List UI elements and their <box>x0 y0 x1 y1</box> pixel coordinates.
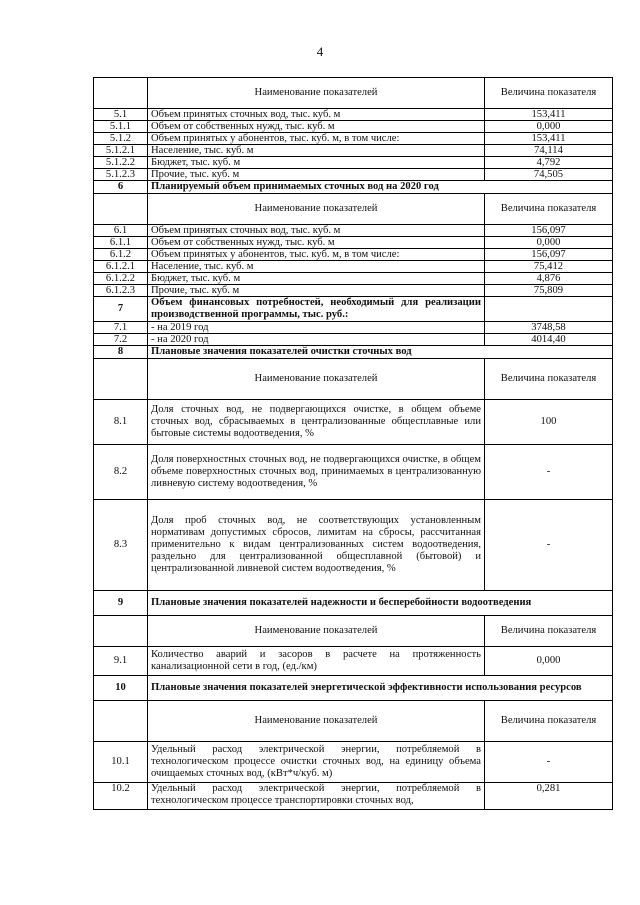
row-num: 5.1.1 <box>94 121 148 133</box>
row-name: Объем принятых сточных вод, тыс. куб. м <box>148 109 485 121</box>
row-name: Объем принятых сточных вод, тыс. куб. м <box>148 225 485 237</box>
header-name-cell: Наименование показателей <box>148 359 485 400</box>
table-row <box>94 261 613 273</box>
table-row <box>94 400 613 445</box>
row-num: 8.2 <box>94 445 148 500</box>
table-row <box>94 334 613 346</box>
row-value: 153,411 <box>485 109 613 121</box>
section-title: Планируемый объем принимаемых сточных вод на 2020 год <box>148 181 613 194</box>
row-name: Объем от собственных нужд, тыс. куб. м <box>148 237 485 249</box>
page-number: 4 <box>316 44 324 59</box>
table-row <box>94 169 613 181</box>
table-row <box>94 273 613 285</box>
row-num: 7.1 <box>94 322 148 334</box>
row-num: 6.1.1 <box>94 237 148 249</box>
header-value-cell: Величина показателя <box>485 194 613 225</box>
indicators-table <box>93 77 613 810</box>
section-num: 10 <box>94 676 148 701</box>
table-row <box>94 109 613 121</box>
row-num: 5.1.2.3 <box>94 169 148 181</box>
row-value: 0,000 <box>485 647 613 676</box>
header-name-cell: Наименование показателей <box>148 78 485 109</box>
row-num: 8.3 <box>94 500 148 591</box>
row-num: 10.1 <box>94 742 148 783</box>
row-value: 0,281 <box>485 783 613 810</box>
section-title: Плановые значения показателей надежности и бесперебойности водоотведения <box>148 591 613 616</box>
table-header-row <box>94 616 613 647</box>
table-row <box>94 742 613 783</box>
row-name: Бюджет, тыс. куб. м <box>148 273 485 285</box>
row-num: 6.1 <box>94 225 148 237</box>
row-value: 4014,40 <box>485 334 613 346</box>
row-value: 156,097 <box>485 249 613 261</box>
row-name: Население, тыс. куб. м <box>148 145 485 157</box>
section-row <box>94 676 613 701</box>
row-num: 6.1.2.2 <box>94 273 148 285</box>
row-num: 5.1.2 <box>94 133 148 145</box>
row-name: Бюджет, тыс. куб. м <box>148 157 485 169</box>
table-row <box>94 157 613 169</box>
row-value: 74,114 <box>485 145 613 157</box>
row-name: - на 2019 год <box>148 322 485 334</box>
table-row <box>94 237 613 249</box>
table-row <box>94 133 613 145</box>
table-row <box>94 145 613 157</box>
header-value-cell: Величина показателя <box>485 78 613 109</box>
row-num: 10.2 <box>94 783 148 810</box>
header-num-cell <box>94 359 148 400</box>
section-title: Плановые значения показателей очистки сточных вод <box>148 346 613 359</box>
row-name: Прочие, тыс. куб. м <box>148 285 485 297</box>
row-value: 100 <box>485 400 613 445</box>
section-num: 6 <box>94 181 148 194</box>
row-value: 0,000 <box>485 121 613 133</box>
row-value: 4,876 <box>485 273 613 285</box>
row-name: Доля сточных вод, не подвергающихся очистке, в общем объеме сточных вод, сбрасываемых в централизованные общесплавные или бытовые системы водоотведения, % <box>148 400 485 445</box>
row-value: 4,792 <box>485 157 613 169</box>
row-num: 6.1.2.3 <box>94 285 148 297</box>
header-name-cell: Наименование показателей <box>148 194 485 225</box>
table-row <box>94 322 613 334</box>
section-title: Плановые значения показателей энергетической эффективности использования ресурсов <box>148 676 613 701</box>
header-num-cell <box>94 194 148 225</box>
section-row <box>94 181 613 194</box>
row-name: Объем принятых у абонентов, тыс. куб. м, в том числе: <box>148 133 485 145</box>
header-num-cell <box>94 78 148 109</box>
row-value: - <box>485 500 613 591</box>
row-name: Объем от собственных нужд, тыс. куб. м <box>148 121 485 133</box>
row-value: - <box>485 742 613 783</box>
section-num: 7 <box>94 297 148 322</box>
table-header-row <box>94 701 613 742</box>
table-row <box>94 500 613 591</box>
section-value-cell <box>485 297 613 322</box>
row-value: 74,505 <box>485 169 613 181</box>
section-num: 9 <box>94 591 148 616</box>
section-num: 8 <box>94 346 148 359</box>
table-row <box>94 783 613 810</box>
row-value: 0,000 <box>485 237 613 249</box>
row-num: 5.1.2.2 <box>94 157 148 169</box>
row-name: Население, тыс. куб. м <box>148 261 485 273</box>
row-name: Доля поверхностных сточных вод, не подвергающихся очистке, в общем объеме поверхностных сточных вод, принимаемых в централизованную ливневую систему водоотведения, % <box>148 445 485 500</box>
table-row <box>94 647 613 676</box>
row-name: Объем принятых у абонентов, тыс. куб. м, в том числе: <box>148 249 485 261</box>
table-row <box>94 249 613 261</box>
table-row <box>94 121 613 133</box>
row-value: 75,809 <box>485 285 613 297</box>
row-num: 6.1.2.1 <box>94 261 148 273</box>
row-value: 3748,58 <box>485 322 613 334</box>
section-row <box>94 297 613 322</box>
header-value-cell: Величина показателя <box>485 616 613 647</box>
row-num: 5.1.2.1 <box>94 145 148 157</box>
row-value: 153,411 <box>485 133 613 145</box>
table-header-row <box>94 78 613 109</box>
row-name: Доля проб сточных вод, не соответствующих установленным нормативам допустимых сбросов, лимитам на сбросы, рассчитанная применительно к видам централизованных систем водоотведения, раздельно для централизованной общесплавной (бытовой) и централизованной ливневой систем водоотведения, % <box>148 500 485 591</box>
row-value: 75,412 <box>485 261 613 273</box>
table-row <box>94 285 613 297</box>
section-row <box>94 346 613 359</box>
row-name: - на 2020 год <box>148 334 485 346</box>
section-title: Объем финансовых потребностей, необходимый для реализации производственной программы, тыс. руб.: <box>148 297 485 322</box>
section-row <box>94 591 613 616</box>
row-num: 7.2 <box>94 334 148 346</box>
table-header-row <box>94 194 613 225</box>
row-value: 156,097 <box>485 225 613 237</box>
header-value-cell: Величина показателя <box>485 701 613 742</box>
header-num-cell <box>94 701 148 742</box>
row-name: Прочие, тыс. куб. м <box>148 169 485 181</box>
header-value-cell: Величина показателя <box>485 359 613 400</box>
header-num-cell <box>94 616 148 647</box>
row-num: 5.1 <box>94 109 148 121</box>
header-name-cell: Наименование показателей <box>148 616 485 647</box>
row-num: 9.1 <box>94 647 148 676</box>
table-row <box>94 225 613 237</box>
header-name-cell: Наименование показателей <box>148 701 485 742</box>
row-num: 8.1 <box>94 400 148 445</box>
row-num: 6.1.2 <box>94 249 148 261</box>
row-name: Удельный расход электрической энергии, потребляемой в технологическом процессе транспортировки сточных вод, <box>148 783 485 810</box>
table-row <box>94 445 613 500</box>
row-value: - <box>485 445 613 500</box>
table-header-row <box>94 359 613 400</box>
row-name: Удельный расход электрической энергии, потребляемой в технологическом процессе очистки сточных вод, на единицу объема очищаемых сточных вод, (кВт*ч/куб. м) <box>148 742 485 783</box>
row-name: Количество аварий и засоров в расчете на протяженность канализационной сети в год, (ед./км) <box>148 647 485 676</box>
